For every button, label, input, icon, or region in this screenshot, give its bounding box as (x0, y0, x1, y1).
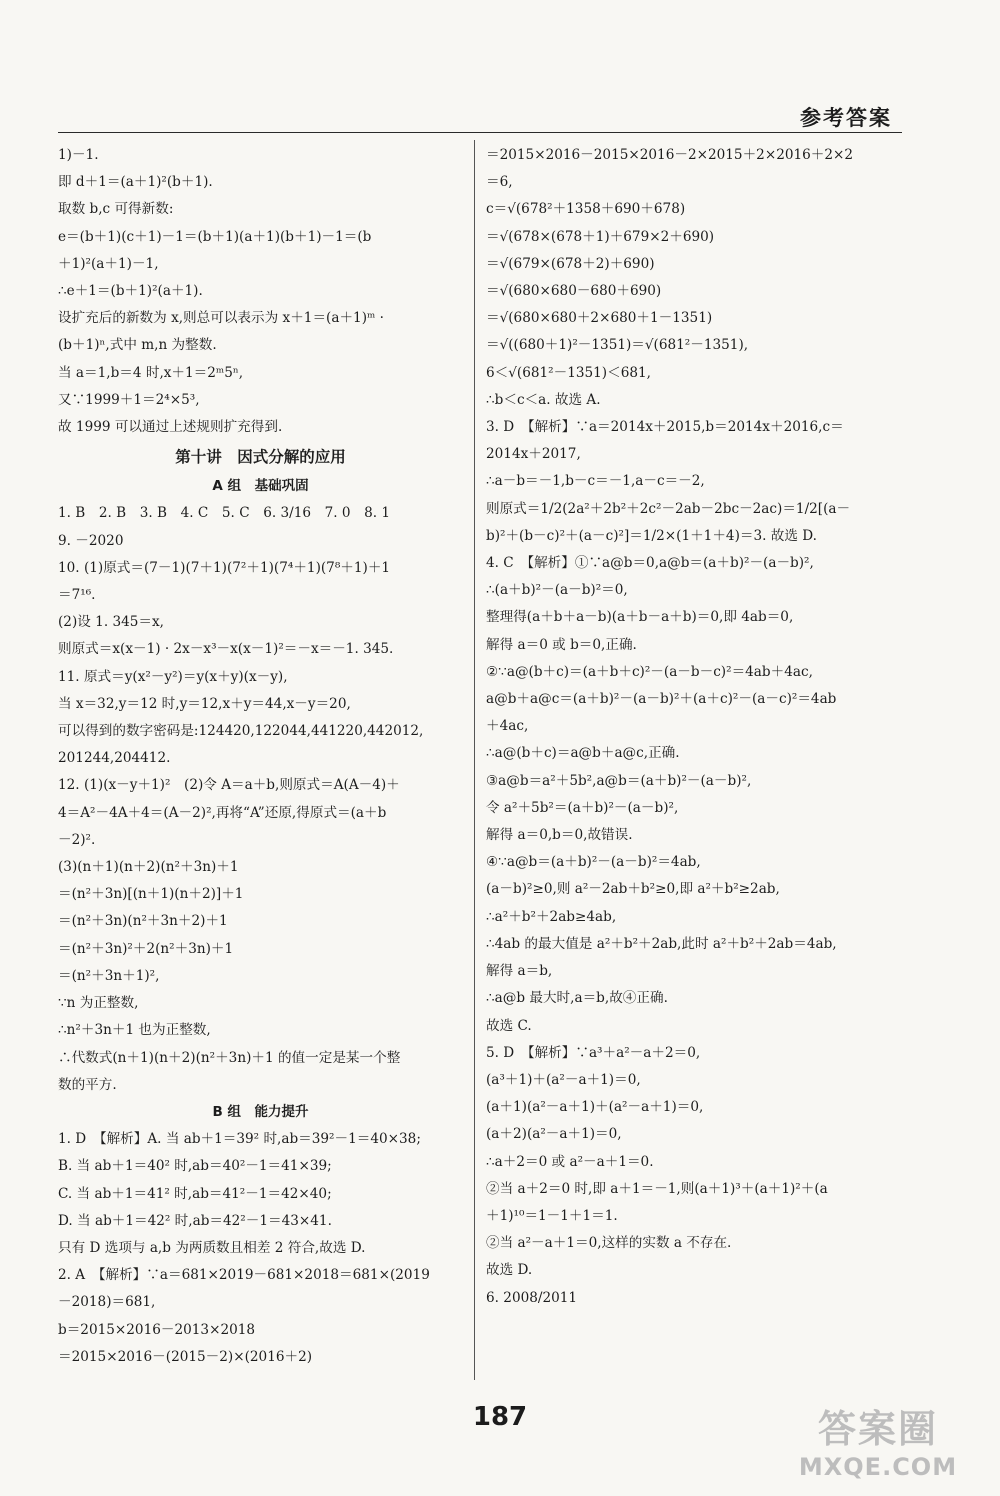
text-line: ＝√(679×(678＋2)＋690) (486, 255, 655, 272)
text-line: 1. D 【解析】A. 当 ab＋1＝39² 时,ab＝39²－1＝40×38; (58, 1131, 421, 1148)
text-line: 9. －2020 (58, 532, 124, 549)
text-line: 当 a＝1,b＝4 时,x＋1＝2ᵐ5ⁿ, (58, 364, 244, 381)
text-line: 1. B 2. B 3. B 4. C 5. C 6. 3/16 7. 0 8. 1 (58, 505, 391, 522)
text-line: ＝2015×2016－(2015－2)×(2016＋2) (58, 1348, 313, 1365)
text-line: 又∵1999＋1＝2⁴×5³, (58, 391, 200, 408)
group-title: B 组 能力提升 (212, 1103, 309, 1120)
text-line: 当 x＝32,y＝12 时,y＝12,x＋y＝44,x－y＝20, (58, 695, 351, 712)
text-line: ∴a－b＝－1,b－c＝－1,a－c＝－2, (486, 473, 705, 490)
text-line: －2018)＝681, (58, 1294, 156, 1311)
text-line: 2. A 【解析】∵a＝681×2019－681×2018＝681×(2019 (58, 1267, 430, 1284)
text-line: 4＝A²－4A＋4＝(A－2)²,再将“A”还原,得原式＝(a＋b (58, 804, 387, 821)
text-line: ∴(a＋b)²－(a－b)²＝0, (486, 582, 628, 599)
text-line: ＋1)¹⁰＝1－1＋1＝1. (486, 1207, 618, 1224)
header-title: 参考答案 (800, 106, 892, 130)
text-line: 即 d＋1＝(a＋1)²(b＋1). (58, 174, 213, 191)
text-line: 2014x＋2017, (486, 446, 581, 463)
text-line: B. 当 ab＋1＝40² 时,ab＝40²－1＝41×39; (58, 1158, 332, 1175)
text-line: 6＜√(681²－1351)＜681, (486, 364, 651, 381)
text-line: ＋1)²(a＋1)－1, (58, 255, 159, 272)
text-line: 11. 原式＝y(x²－y²)＝y(x＋y)(x－y), (58, 668, 288, 685)
text-line: 故选 D. (486, 1262, 533, 1279)
text-line: 数的平方. (58, 1076, 117, 1093)
text-line: 解得 a＝0,b＝0,故错误. (486, 827, 633, 844)
text-line: ∴代数式(n＋1)(n＋2)(n²＋3n)＋1 的值一定是某一个整 (58, 1049, 401, 1066)
text-line: 可以得到的数字密码是:124420,122044,441220,442012, (58, 723, 424, 740)
text-line: 3. D 【解析】∵a＝2014x＋2015,b＝2014x＋2016,c＝ (486, 419, 844, 436)
text-line: ＋4ac, (486, 718, 529, 735)
text-line: 12. (1)(x－y＋1)² (2)令 A＝a＋b,则原式＝A(A－4)＋ (58, 777, 400, 794)
text-line: ②当 a²－a＋1＝0,这样的实数 a 不存在. (486, 1235, 732, 1252)
text-line: ＝√(680×680－680＋690) (486, 283, 662, 300)
text-line: ④∵a@b＝(a＋b)²－(a－b)²＝4ab, (486, 854, 701, 871)
text-line: ＝(n²＋3n＋1)², (58, 967, 160, 984)
group-title: A 组 基础巩固 (212, 478, 309, 495)
text-line: 只有 D 选项与 a,b 为两质数且相差 2 符合,故选 D. (58, 1239, 366, 1256)
text-line: b)²＋(b－c)²＋(a－c)²]＝1/2×(1＋1＋4)＝3. 故选 D. (486, 527, 818, 544)
text-line: (a＋1)(a²－a＋1)＋(a²－a＋1)＝0, (486, 1099, 704, 1116)
text-line: C. 当 ab＋1＝41² 时,ab＝41²－1＝42×40; (58, 1185, 332, 1202)
text-line: 故选 C. (486, 1017, 532, 1034)
text-line: 5. D 【解析】∵a³＋a²－a＋2＝0, (486, 1044, 701, 1061)
text-line: ＝(n²＋3n)(n²＋3n＋2)＋1 (58, 913, 228, 930)
text-line: ＝(n²＋3n)[(n＋1)(n＋2)]＋1 (58, 886, 244, 903)
text-line: a@b＋a@c＝(a＋b)²－(a－b)²＋(a＋c)²－(a－c)²＝4ab (486, 691, 837, 708)
text-line: 令 a²＋5b²＝(a＋b)²－(a－b)², (486, 799, 679, 816)
text-line: 故 1999 可以通过上述规则扩充得到. (58, 419, 283, 436)
text-line: (3)(n＋1)(n＋2)(n²＋3n)＋1 (58, 859, 239, 876)
text-line: 则原式＝1/2(2a²＋2b²＋2c²－2ab－2bc－2ac)＝1/2[(a－ (486, 500, 851, 517)
text-line: 则原式＝x(x－1) · 2x－x³－x(x－1)²＝－x＝－1. 345. (58, 641, 394, 658)
text-line: ∴a@b 最大时,a＝b,故④正确. (486, 990, 668, 1007)
text-line: ∴b＜c＜a. 故选 A. (486, 391, 601, 408)
text-line: ＝√((680＋1)²－1351)＝√(681²－1351), (486, 337, 749, 354)
text-line: (b＋1)ⁿ,式中 m,n 为整数. (58, 337, 217, 354)
text-line: (2)设 1. 345＝x, (58, 614, 164, 631)
text-line: ∵n 为正整数, (58, 995, 139, 1012)
text-line: c＝√(678²＋1358＋690＋678) (486, 201, 686, 218)
text-line: 201244,204412. (58, 750, 171, 767)
watermark-logo (778, 1404, 978, 1488)
text-line: ③a@b＝a²＋5b²,a@b＝(a＋b)²－(a－b)², (486, 772, 752, 789)
page-number: 187 (472, 1402, 528, 1432)
watermark-cn: 答案圈 (817, 1407, 938, 1451)
text-line: ＝6, (486, 174, 513, 191)
text-line: (a－b)²≥0,则 a²－2ab＋b²≥0,即 a²＋b²≥2ab, (486, 881, 780, 898)
text-line: ∴n²＋3n＋1 也为正整数, (58, 1022, 211, 1039)
text-line: ∴a＋2＝0 或 a²－a＋1＝0. (486, 1153, 654, 1170)
column-divider (474, 140, 475, 1380)
section-title: 第十讲 因式分解的应用 (175, 448, 346, 467)
text-line: ＝7¹⁶. (58, 587, 96, 604)
text-line: ∴e＋1＝(b＋1)²(a＋1). (58, 283, 203, 300)
header-rule (58, 132, 902, 133)
text-line: －2)². (58, 831, 96, 848)
text-line: 解得 a＝0 或 b＝0,正确. (486, 636, 637, 653)
text-line: 4. C 【解析】①∵a@b＝0,a@b＝(a＋b)²－(a－b)², (486, 555, 814, 572)
text-line: 解得 a＝b, (486, 963, 553, 980)
text-line: ∴4ab 的最大值是 a²＋b²＋2ab,此时 a²＋b²＋2ab＝4ab, (486, 935, 837, 952)
text-line: 设扩充后的新数为 x,则总可以表示为 x＋1＝(a＋1)ᵐ · (58, 310, 384, 327)
text-line: 6. 2008/2011 (486, 1289, 578, 1306)
text-line: D. 当 ab＋1＝42² 时,ab＝42²－1＝43×41. (58, 1212, 332, 1229)
text-line: 取数 b,c 可得新数: (58, 201, 174, 218)
text-line: ②当 a＋2＝0 时,即 a＋1＝－1,则(a＋1)³＋(a＋1)²＋(a (486, 1180, 828, 1197)
text-line: (a＋2)(a²－a＋1)＝0, (486, 1126, 622, 1143)
text-line: ∴a@(b＋c)＝a@b＋a@c,正确. (486, 745, 680, 762)
text-line: (a³＋1)＋(a²－a＋1)＝0, (486, 1071, 641, 1088)
text-line: b＝2015×2016－2013×2018 (58, 1321, 256, 1338)
text-line: ＝√(680×680＋2×680＋1－1351) (486, 310, 713, 327)
text-line: 10. (1)原式＝(7－1)(7＋1)(7²＋1)(7⁴＋1)(7⁸＋1)＋1 (58, 559, 391, 576)
text-line: e＝(b＋1)(c＋1)－1＝(b＋1)(a＋1)(b＋1)－1＝(b (58, 228, 372, 245)
text-line: ②∵a@(b＋c)＝(a＋b＋c)²－(a－b－c)²＝4ab＋4ac, (486, 663, 813, 680)
text-line: 整理得(a＋b＋a－b)(a＋b－a＋b)＝0,即 4ab＝0, (486, 609, 794, 626)
watermark-en: MXQE.COM (798, 1453, 958, 1481)
text-line: ＝√(678×(678＋1)＋679×2＋690) (486, 228, 715, 245)
text-line: ＝(n²＋3n)²＋2(n²＋3n)＋1 (58, 940, 234, 957)
right-column (486, 142, 906, 1312)
text-line: ∴a²＋b²＋2ab≥4ab, (486, 908, 617, 925)
text-line: ＝2015×2016－2015×2016－2×2015＋2×2016＋2×2 (486, 147, 854, 163)
left-column (58, 142, 463, 1371)
text-line: 1)－1. (58, 147, 99, 163)
